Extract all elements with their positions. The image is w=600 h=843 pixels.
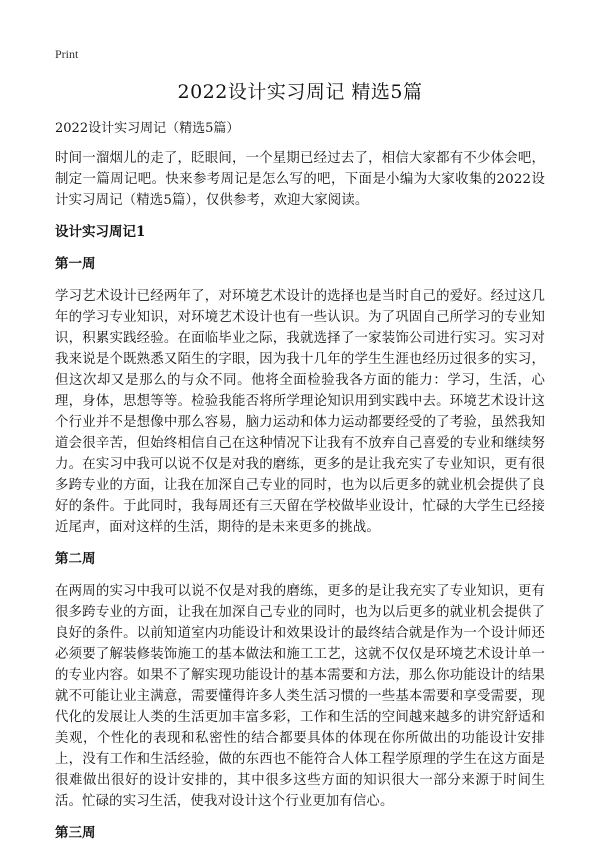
week2-paragraph: 在两周的实习中我可以说不仅是对我的磨练，更多的是让我充实了专业知识，更有很多跨专业的方面，让我在加深自己专业的同时，也为以后更多的就业机会提供了良好的条件。以前知道室内功能设计和效果设计的最终结合就是作为一个设计师还必须要了解装修装饰施工的基本做法和施工工艺，这就不仅仅是环境艺术设计单一的专业内容。如果不了解实现功能设计的基本需要和方法，那么你功能设计的结果就不可能让业主满意，需要懂得许多人类生活习惯的一些基本需要和享受需要，现代化的发展让人类的生活更加丰富多彩，工作和生活的空间越来越多的讲究舒适和美观，个性化的表现和私密性的结合都要具体的体现在你所做出的功能设计安排上，没有工作和生活经验，做的东西也不能符合人体工程学原理的学生在这方面是很难做出很好的设计安排的，其中很多这些方面的知识很大一部分来源于时间生活。忙碌的实习生活，使我对设计这个行业更加有信心。 [55, 584, 545, 809]
section-heading-1: 设计实习周记1 [55, 224, 146, 240]
week2-heading: 第二周 [55, 551, 96, 567]
week1-paragraph: 学习艺术设计已经两年了，对环境艺术设计的选择也是当时自己的爱好。经过这几年的学习专业知识，对环境艺术设计也有一些认识。为了巩固自己所学习的专业知识，积累实践经验。在面临毕业之际，我就选择了一家装饰公司进行实习。实习对我来说是个既熟悉又陌生的字眼，因为我十几年的学生生涯也经历过很多的实习，但这次却又是那么的与众不同。他将全面检验我各方面的能力：学习，生活，心理，身体，思想等等。检验我能否将所学理论知识用到实践中去。环境艺术设计这个行业并不是想像中那么容易，脑力运动和体力运动都要经受的了考验，虽然我知道会很辛苦，但始终相信自己在这种情况下让我有不放弃自己喜爱的专业和继续努力。在实习中我可以说不仅是对我的磨练，更多的是让我充实了专业知识，更有很多跨专业的方面，让我在加深自己专业的同时，也为以后更多的就业机会提供了良好的条件。于此同时，我每周还有三天留在学校做毕业设计，忙碌的大学生已经接近尾声，面对这样的生活，期待的是未来更多的挑战。 [55, 289, 545, 535]
page-subtitle: 2022设计实习周记（精选5篇） [55, 121, 240, 136]
intro-paragraph: 时间一溜烟儿的走了，眨眼间，一个星期已经过去了，相信大家都有不少体会吧，制定一篇周记吧。快来参考周记是怎么写的吧，下面是小编为大家收集的2022设计实习周记（精选5篇），仅供参考，欢迎大家阅读。 [55, 151, 545, 208]
week3-heading: 第三周 [55, 825, 96, 841]
print-label: Print [55, 47, 79, 61]
page-title: 2022设计实习周记 精选5篇 [177, 81, 423, 103]
week1-heading: 第一周 [55, 256, 96, 272]
